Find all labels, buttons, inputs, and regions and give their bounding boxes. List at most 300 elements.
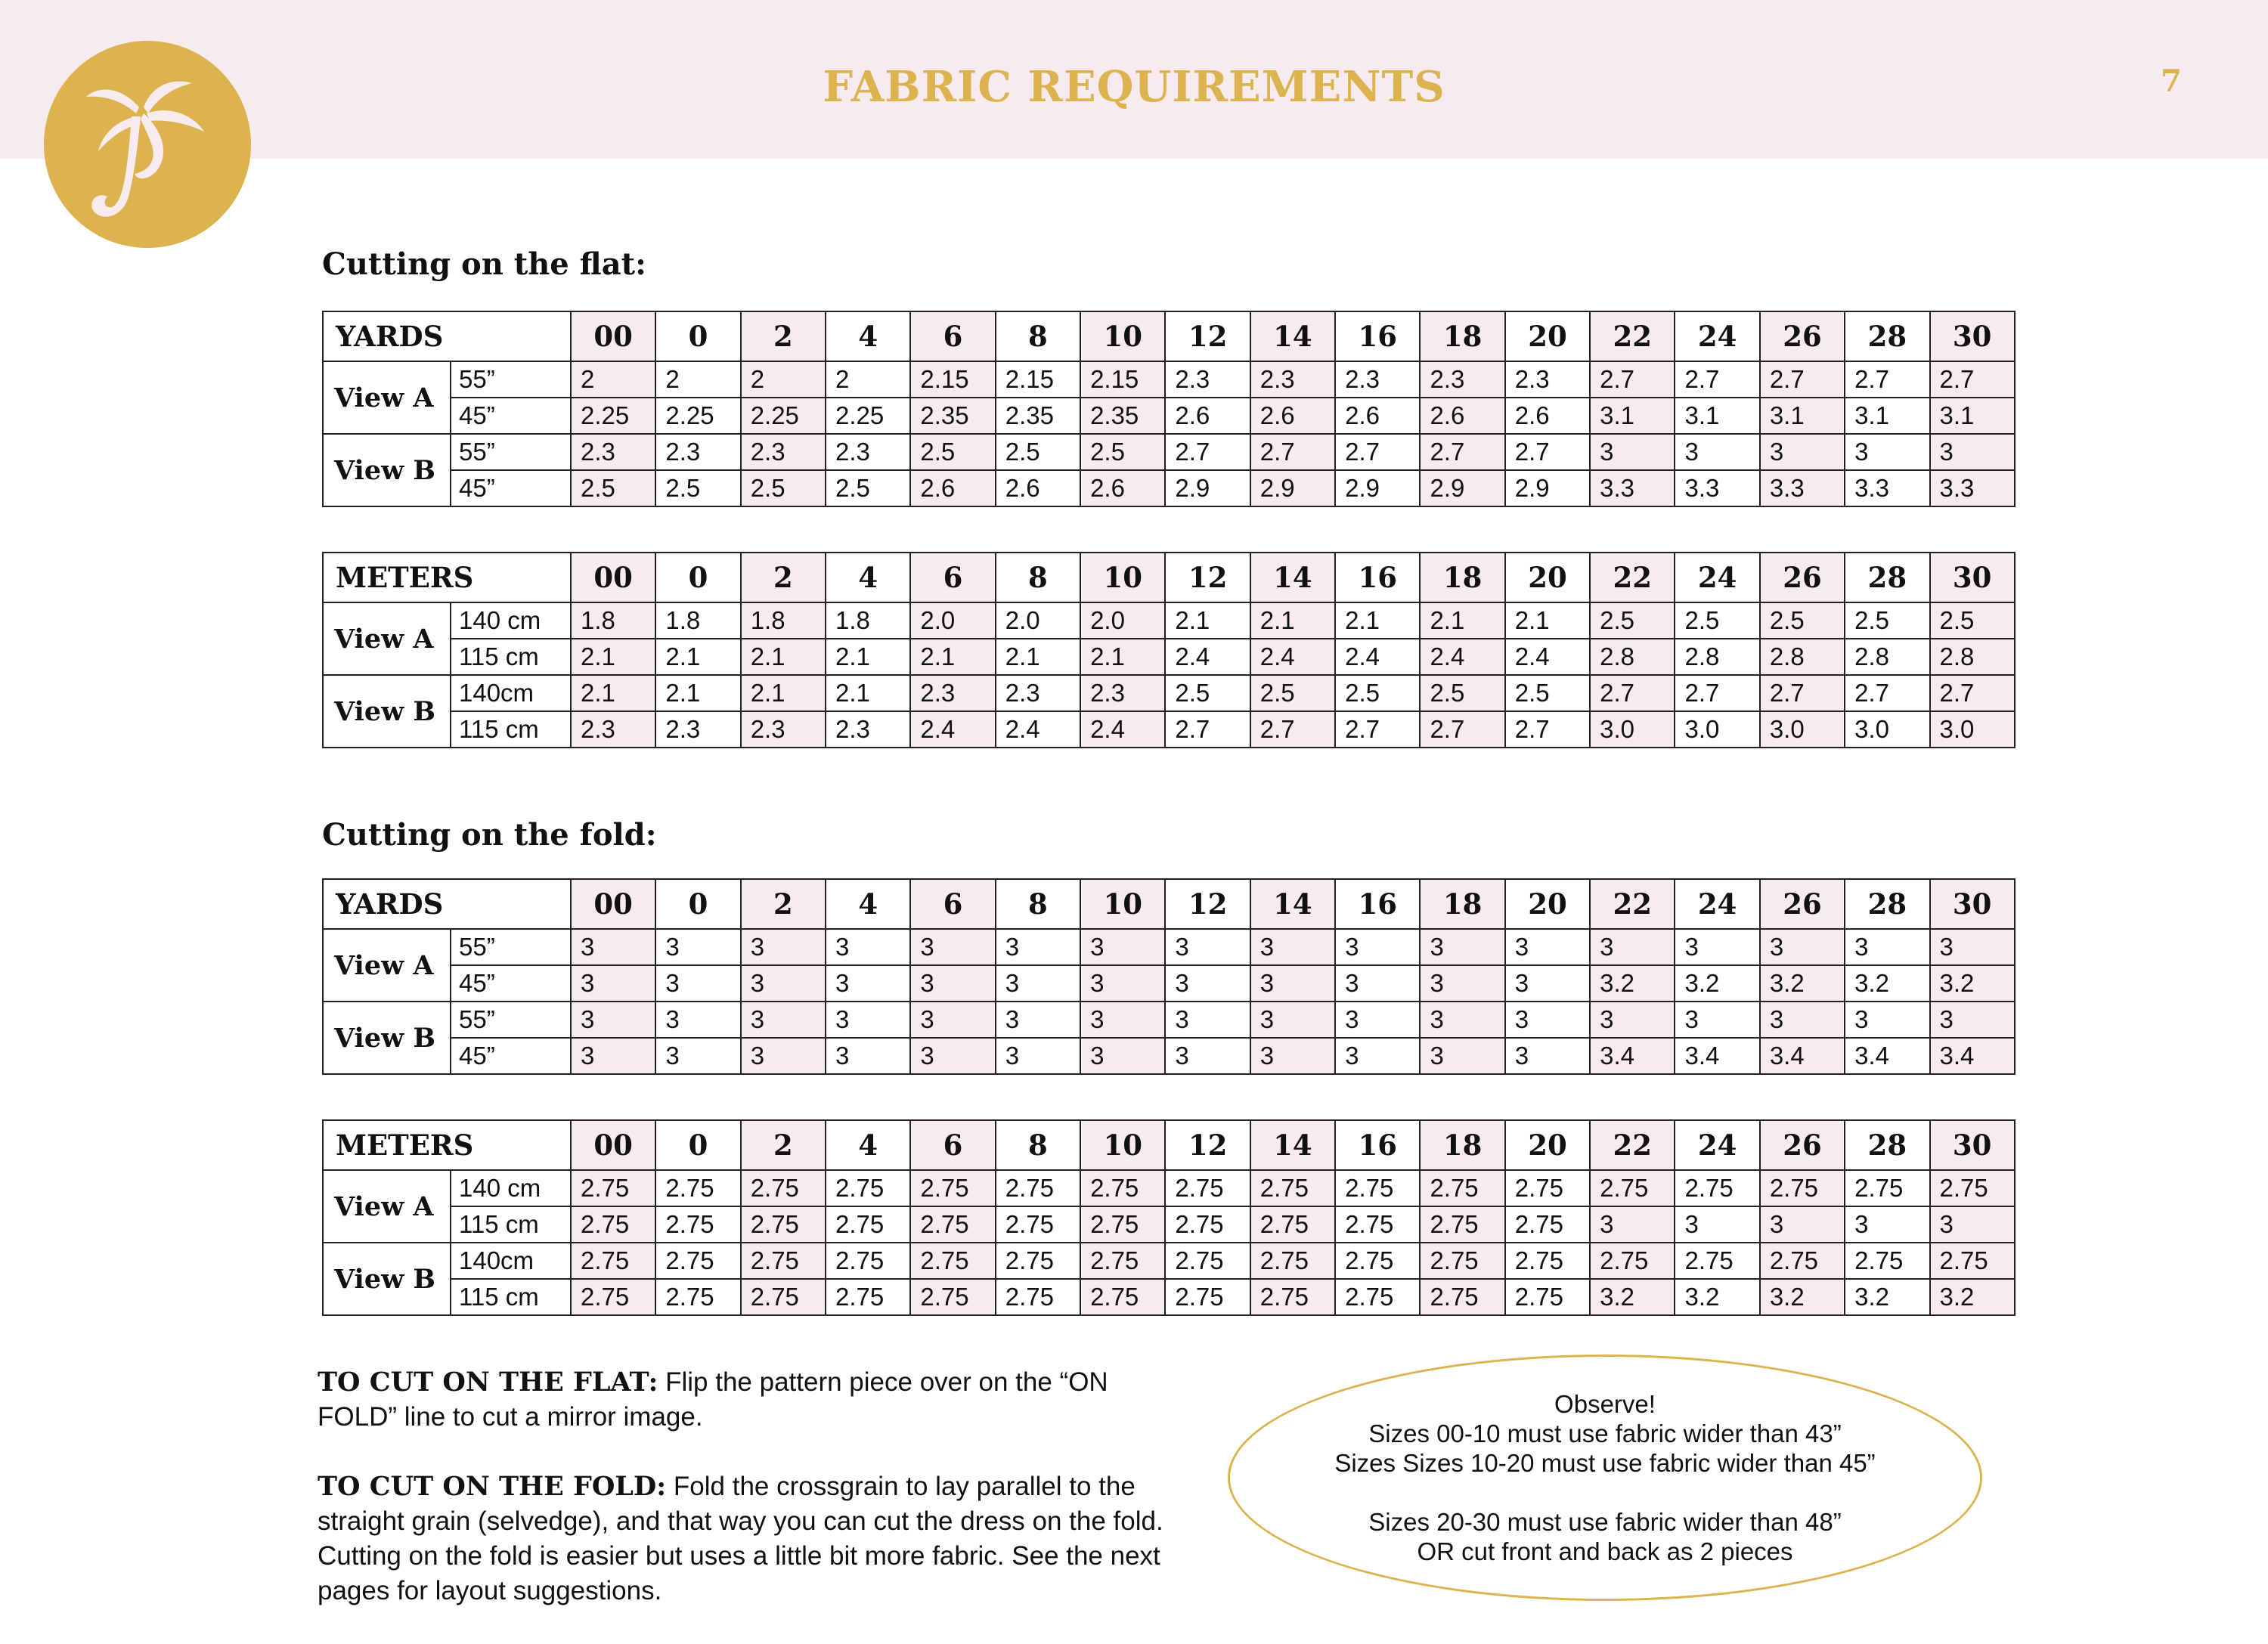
size-header: 24 <box>1675 879 1759 929</box>
table-cell: 2.1 <box>571 639 655 675</box>
size-header-row <box>323 1120 2015 1170</box>
size-header-row <box>323 553 2015 602</box>
table-cell: 3 <box>1590 434 1675 470</box>
fabric-width: 55” <box>451 929 571 965</box>
fabric-width: 140cm <box>451 675 571 711</box>
table-cell: 2.1 <box>1505 602 1590 639</box>
fabric-width: 45” <box>451 1038 571 1074</box>
table-cell: 3 <box>1165 1002 1250 1038</box>
table-cell: 2.3 <box>655 711 740 748</box>
table-cell: 3 <box>1760 1206 1845 1243</box>
table-cell: 2.75 <box>655 1206 740 1243</box>
fabric-width: 140 cm <box>451 1170 571 1206</box>
table-row <box>323 639 2015 675</box>
table-cell: 3.1 <box>1675 398 1759 434</box>
table-cell: 2.1 <box>1165 602 1250 639</box>
table-cell: 2.7 <box>1420 711 1504 748</box>
size-header: 22 <box>1590 879 1675 929</box>
table-cell: 2.1 <box>826 675 910 711</box>
table-cell: 2.1 <box>1420 602 1504 639</box>
view-label: View B <box>323 1002 451 1074</box>
view-label: View A <box>323 929 451 1002</box>
size-header: 24 <box>1675 553 1759 602</box>
table-cell: 2.5 <box>1845 602 1929 639</box>
table-cell: 2.75 <box>1590 1170 1675 1206</box>
cutting-notes <box>318 1365 1179 1643</box>
size-header: 18 <box>1420 879 1504 929</box>
table-cell: 2.15 <box>996 361 1080 398</box>
table-cell: 3 <box>1165 1038 1250 1074</box>
note-fold-text: Fold the crossgrain to lay parallel to the straight grain (selvedge), and that way you can cut the dress on the fold. Cutting on the fold is easier but uses a little bit more fabric. See the next pages for layout suggestions. <box>318 1472 1163 1605</box>
table-cell: 2.75 <box>1420 1170 1504 1206</box>
table-cell: 2.7 <box>1760 361 1845 398</box>
fabric-width: 55” <box>451 361 571 398</box>
table-cell: 3.3 <box>1675 470 1759 506</box>
table-cell: 3 <box>910 1038 995 1074</box>
table-cell: 2.5 <box>655 470 740 506</box>
fabric-width: 45” <box>451 470 571 506</box>
table-cell: 3 <box>1080 1002 1165 1038</box>
table-cell: 3 <box>1505 1002 1590 1038</box>
table-cell: 3 <box>1080 965 1165 1002</box>
table-cell: 2.75 <box>1930 1243 2015 1279</box>
table-row <box>323 1002 2015 1038</box>
table-row <box>323 711 2015 748</box>
table-cell: 2.5 <box>996 434 1080 470</box>
note-flat-label: TO CUT ON THE FLAT: <box>318 1367 658 1398</box>
table-cell: 2.7 <box>1930 361 2015 398</box>
table-cell: 3.3 <box>1760 470 1845 506</box>
table-cell: 3 <box>1420 929 1504 965</box>
table-cell: 3 <box>910 929 995 965</box>
table-cell: 3 <box>826 1038 910 1074</box>
table-cell: 3 <box>571 1038 655 1074</box>
table-cell: 2.75 <box>655 1279 740 1315</box>
table-cell: 2.75 <box>1675 1243 1759 1279</box>
table-cell: 2.75 <box>1165 1206 1250 1243</box>
table-cell: 2.15 <box>910 361 995 398</box>
size-header: 0 <box>655 879 740 929</box>
table-cell: 3.2 <box>1930 965 2015 1002</box>
table-cell: 2.3 <box>826 711 910 748</box>
table-row <box>323 398 2015 434</box>
table-cell: 3 <box>1590 929 1675 965</box>
table-cell: 2.35 <box>1080 398 1165 434</box>
table-cell: 2.7 <box>1505 434 1590 470</box>
table-cell: 3.2 <box>1590 1279 1675 1315</box>
table-cell: 2.4 <box>910 711 995 748</box>
table-cell: 2.75 <box>1335 1243 1420 1279</box>
table-cell: 3 <box>996 1002 1080 1038</box>
size-header: 22 <box>1590 1120 1675 1170</box>
fabric-width: 55” <box>451 1002 571 1038</box>
table-row <box>323 434 2015 470</box>
table-cell: 2.9 <box>1420 470 1504 506</box>
table-cell: 3 <box>1420 965 1504 1002</box>
observe-line: Sizes 20-30 must use fabric wider than 48” <box>1368 1508 1842 1536</box>
table-cell: 2.75 <box>1165 1279 1250 1315</box>
size-header: 22 <box>1590 311 1675 361</box>
table-cell: 2.1 <box>655 675 740 711</box>
observe-line: OR cut front and back as 2 pieces <box>1417 1537 1793 1565</box>
table-cell: 3.2 <box>1845 965 1929 1002</box>
table-cell: 2.75 <box>1760 1170 1845 1206</box>
size-header: 16 <box>1335 553 1420 602</box>
table-cell: 2.25 <box>741 398 826 434</box>
table-cell: 3.0 <box>1675 711 1759 748</box>
table-cell: 2.15 <box>1080 361 1165 398</box>
size-header: 8 <box>996 553 1080 602</box>
size-header: 12 <box>1165 1120 1250 1170</box>
table-cell: 2.75 <box>1335 1170 1420 1206</box>
table-cell: 3 <box>741 1038 826 1074</box>
size-header: 0 <box>655 1120 740 1170</box>
note-fold <box>318 1469 1179 1608</box>
table-cell: 2.3 <box>1420 361 1504 398</box>
table-cell: 3.2 <box>1760 965 1845 1002</box>
table-cell: 3.3 <box>1590 470 1675 506</box>
table-cell: 2 <box>571 361 655 398</box>
table-cell: 2.7 <box>1590 675 1675 711</box>
size-header: 20 <box>1505 879 1590 929</box>
table-cell: 2.8 <box>1845 639 1929 675</box>
table-row <box>323 1243 2015 1279</box>
table-cell: 2.9 <box>1165 470 1250 506</box>
size-header: 28 <box>1845 311 1929 361</box>
table-cell: 2.7 <box>1335 711 1420 748</box>
table-cell: 2.8 <box>1675 639 1759 675</box>
table-cell: 3.3 <box>1845 470 1929 506</box>
size-header: 10 <box>1080 553 1165 602</box>
size-header: 10 <box>1080 311 1165 361</box>
observe-line: Sizes Sizes 10-20 must use fabric wider than 45” <box>1334 1449 1876 1477</box>
size-header: 12 <box>1165 553 1250 602</box>
table-cell: 3.4 <box>1845 1038 1929 1074</box>
table-cell: 2.3 <box>1165 361 1250 398</box>
table-cell: 2.75 <box>741 1170 826 1206</box>
table-cell: 3 <box>1675 1002 1759 1038</box>
size-header: 10 <box>1080 879 1165 929</box>
table-cell: 2.75 <box>1930 1170 2015 1206</box>
view-label: View B <box>323 434 451 506</box>
table-cell: 2.5 <box>1675 602 1759 639</box>
table-cell: 3 <box>741 929 826 965</box>
size-header: 6 <box>910 1120 995 1170</box>
table-cell: 2.3 <box>571 434 655 470</box>
table-cell: 3 <box>1675 1206 1759 1243</box>
table-cell: 2.6 <box>1420 398 1504 434</box>
table-cell: 3 <box>655 929 740 965</box>
table-cell: 2.4 <box>1250 639 1335 675</box>
table-cell: 3 <box>1080 1038 1165 1074</box>
table-cell: 2.7 <box>1165 711 1250 748</box>
table-cell: 3.0 <box>1845 711 1929 748</box>
table-cell: 2.75 <box>996 1206 1080 1243</box>
table-cell: 3 <box>571 965 655 1002</box>
size-header: 8 <box>996 1120 1080 1170</box>
table-cell: 2.75 <box>910 1279 995 1315</box>
size-header: 4 <box>826 311 910 361</box>
size-header: 26 <box>1760 553 1845 602</box>
table-cell: 2.75 <box>571 1279 655 1315</box>
table-cell: 2.75 <box>571 1243 655 1279</box>
table-cell: 2.75 <box>741 1279 826 1315</box>
table-cell: 3 <box>910 1002 995 1038</box>
table-cell: 3 <box>1505 965 1590 1002</box>
size-header: 16 <box>1335 311 1420 361</box>
table-cell: 3 <box>996 929 1080 965</box>
fabric-width: 115 cm <box>451 711 571 748</box>
table-cell: 2.3 <box>826 434 910 470</box>
size-header: 2 <box>741 311 826 361</box>
table-cell: 3 <box>1505 929 1590 965</box>
table-cell: 2.7 <box>1675 675 1759 711</box>
table-cell: 3.3 <box>1930 470 2015 506</box>
table-cell: 2.3 <box>571 711 655 748</box>
table-cell: 3 <box>1590 1002 1675 1038</box>
table-cell: 3 <box>1930 1002 2015 1038</box>
table-cell: 2.7 <box>1420 434 1504 470</box>
table-cell: 3.2 <box>1845 1279 1929 1315</box>
table-cell: 2.75 <box>1335 1206 1420 1243</box>
table-cell: 3 <box>826 965 910 1002</box>
size-header: 10 <box>1080 1120 1165 1170</box>
size-header: 16 <box>1335 879 1420 929</box>
size-header: 18 <box>1420 553 1504 602</box>
view-label: View A <box>323 1170 451 1243</box>
size-header: 16 <box>1335 1120 1420 1170</box>
size-header: 30 <box>1930 553 2015 602</box>
table-cell: 3.0 <box>1930 711 2015 748</box>
table-cell: 2.5 <box>1505 675 1590 711</box>
table-cell: 3 <box>1420 1002 1504 1038</box>
table-cell: 2.7 <box>1675 361 1759 398</box>
table-cell: 3 <box>1165 929 1250 965</box>
table-cell: 2.75 <box>910 1170 995 1206</box>
table-cell: 2.4 <box>1335 639 1420 675</box>
table-cell: 2.8 <box>1760 639 1845 675</box>
size-header: 18 <box>1420 1120 1504 1170</box>
table-cell: 3 <box>1505 1038 1590 1074</box>
table-cell: 2.6 <box>1080 470 1165 506</box>
table-cell: 2.1 <box>571 675 655 711</box>
table-cell: 2.5 <box>1590 602 1675 639</box>
table-row <box>323 470 2015 506</box>
table-cell: 2 <box>741 361 826 398</box>
table-cell: 2.7 <box>1845 361 1929 398</box>
table-cell: 3 <box>1165 965 1250 1002</box>
table-cell: 3 <box>1335 1002 1420 1038</box>
size-header: 28 <box>1845 553 1929 602</box>
table-cell: 2.1 <box>826 639 910 675</box>
size-header: 20 <box>1505 311 1590 361</box>
size-header: 26 <box>1760 1120 1845 1170</box>
table-cell: 3 <box>1420 1038 1504 1074</box>
table-cell: 2.75 <box>1845 1243 1929 1279</box>
table-cell: 2.8 <box>1590 639 1675 675</box>
table-cell: 1.8 <box>741 602 826 639</box>
section-title-flat: Cutting on the flat: <box>322 246 646 282</box>
unit-label: METERS <box>323 1120 571 1170</box>
size-header: 00 <box>571 879 655 929</box>
table-cell: 2.5 <box>826 470 910 506</box>
table-cell: 1.8 <box>655 602 740 639</box>
observe-line <box>1228 1478 1982 1507</box>
table-cell: 2.75 <box>1505 1279 1590 1315</box>
table-cell: 3 <box>1590 1206 1675 1243</box>
view-label: View B <box>323 1243 451 1315</box>
table-cell: 2.75 <box>1080 1170 1165 1206</box>
size-header: 0 <box>655 311 740 361</box>
table-cell: 3.4 <box>1930 1038 2015 1074</box>
size-header-row <box>323 879 2015 929</box>
size-header: 14 <box>1250 311 1335 361</box>
table-row <box>323 675 2015 711</box>
table-cell: 3 <box>1250 1002 1335 1038</box>
table-cell: 2.25 <box>655 398 740 434</box>
table-cell: 2.75 <box>1760 1243 1845 1279</box>
table-cell: 3 <box>741 965 826 1002</box>
table-cell: 3.4 <box>1675 1038 1759 1074</box>
table-cell: 2.1 <box>655 639 740 675</box>
size-header: 20 <box>1505 553 1590 602</box>
table-cell: 2.6 <box>996 470 1080 506</box>
table-cell: 2.75 <box>571 1170 655 1206</box>
table-cell: 2.75 <box>1250 1170 1335 1206</box>
table-cell: 2.0 <box>996 602 1080 639</box>
table-cell: 2.0 <box>1080 602 1165 639</box>
size-header: 2 <box>741 1120 826 1170</box>
table-cell: 3.2 <box>1930 1279 2015 1315</box>
fabric-width: 55” <box>451 434 571 470</box>
table-cell: 3 <box>1760 929 1845 965</box>
size-header: 00 <box>571 1120 655 1170</box>
table-cell: 2.4 <box>1165 639 1250 675</box>
table-cell: 2.7 <box>1590 361 1675 398</box>
table-cell: 2.5 <box>1335 675 1420 711</box>
table-cell: 3 <box>1930 1206 2015 1243</box>
table-cell: 3.1 <box>1590 398 1675 434</box>
flat-meters-table <box>322 552 2015 748</box>
size-header: 2 <box>741 879 826 929</box>
table-cell: 2.3 <box>1335 361 1420 398</box>
table-cell: 3 <box>996 1038 1080 1074</box>
size-header: 24 <box>1675 1120 1759 1170</box>
table-cell: 3 <box>1250 929 1335 965</box>
table-cell: 1.8 <box>826 602 910 639</box>
table-cell: 2.3 <box>741 434 826 470</box>
size-header: 30 <box>1930 311 2015 361</box>
size-header: 28 <box>1845 1120 1929 1170</box>
table-cell: 2.1 <box>1080 639 1165 675</box>
table-cell: 2.75 <box>741 1243 826 1279</box>
table-cell: 3.1 <box>1760 398 1845 434</box>
table-row <box>323 1038 2015 1074</box>
fabric-width: 115 cm <box>451 1206 571 1243</box>
note-fold-label: TO CUT ON THE FOLD: <box>318 1471 667 1502</box>
table-cell: 2.6 <box>910 470 995 506</box>
table-row <box>323 361 2015 398</box>
table-cell: 2.0 <box>910 602 995 639</box>
observe-note <box>1228 1389 1982 1566</box>
table-cell: 2.75 <box>1420 1243 1504 1279</box>
table-cell: 2.5 <box>571 470 655 506</box>
table-cell: 3 <box>1845 1002 1929 1038</box>
table-cell: 3 <box>1760 434 1845 470</box>
table-cell: 3 <box>1335 1038 1420 1074</box>
table-cell: 2.3 <box>655 434 740 470</box>
table-cell: 2.1 <box>1250 602 1335 639</box>
table-cell: 3 <box>996 965 1080 1002</box>
table-cell: 3.1 <box>1845 398 1929 434</box>
size-header: 18 <box>1420 311 1504 361</box>
table-cell: 2.7 <box>1250 711 1335 748</box>
size-header: 6 <box>910 553 995 602</box>
table-cell: 2.75 <box>1250 1206 1335 1243</box>
table-cell: 2.75 <box>741 1206 826 1243</box>
table-cell: 2.6 <box>1335 398 1420 434</box>
table-cell: 2.35 <box>996 398 1080 434</box>
table-cell: 2.75 <box>1505 1243 1590 1279</box>
table-cell: 2.5 <box>1080 434 1165 470</box>
table-cell: 2.75 <box>1335 1279 1420 1315</box>
table-cell: 3 <box>1335 965 1420 1002</box>
table-row <box>323 965 2015 1002</box>
table-cell: 2.3 <box>910 675 995 711</box>
table-cell: 2.35 <box>910 398 995 434</box>
section-title-fold: Cutting on the fold: <box>322 817 657 853</box>
table-cell: 3 <box>1675 929 1759 965</box>
table-cell: 2.9 <box>1505 470 1590 506</box>
table-cell: 2.75 <box>1420 1206 1504 1243</box>
table-cell: 2.25 <box>571 398 655 434</box>
table-cell: 3 <box>741 1002 826 1038</box>
size-header: 14 <box>1250 879 1335 929</box>
fabric-width: 115 cm <box>451 639 571 675</box>
table-cell: 2.3 <box>1505 361 1590 398</box>
table-row <box>323 602 2015 639</box>
fabric-width: 115 cm <box>451 1279 571 1315</box>
table-cell: 2.5 <box>1420 675 1504 711</box>
unit-label: YARDS <box>323 311 571 361</box>
table-cell: 3 <box>655 1002 740 1038</box>
table-cell: 3.4 <box>1590 1038 1675 1074</box>
table-cell: 3 <box>1930 434 2015 470</box>
table-cell: 2.75 <box>826 1279 910 1315</box>
table-cell: 3.2 <box>1675 965 1759 1002</box>
table-cell: 2.75 <box>826 1170 910 1206</box>
observe-line: Observe! <box>1554 1390 1656 1418</box>
page-title: FABRIC REQUIREMENTS <box>823 62 1445 112</box>
note-flat <box>318 1365 1179 1435</box>
table-cell: 2.3 <box>1250 361 1335 398</box>
table-cell: 3 <box>1845 434 1929 470</box>
table-cell: 2.5 <box>1930 602 2015 639</box>
flat-yards-table <box>322 311 2015 507</box>
table-cell: 3.4 <box>1760 1038 1845 1074</box>
table-cell: 2 <box>655 361 740 398</box>
note-flat-text: Flip the pattern piece over on the “ON FOLD” line to cut a mirror image. <box>318 1367 1108 1432</box>
size-header: 12 <box>1165 879 1250 929</box>
fabric-width: 140cm <box>451 1243 571 1279</box>
size-header: 12 <box>1165 311 1250 361</box>
table-cell: 2.75 <box>1505 1170 1590 1206</box>
table-cell: 2.1 <box>996 639 1080 675</box>
table-cell: 2.7 <box>1930 675 2015 711</box>
table-cell: 2.5 <box>1760 602 1845 639</box>
table-cell: 3.2 <box>1590 965 1675 1002</box>
size-header: 00 <box>571 553 655 602</box>
